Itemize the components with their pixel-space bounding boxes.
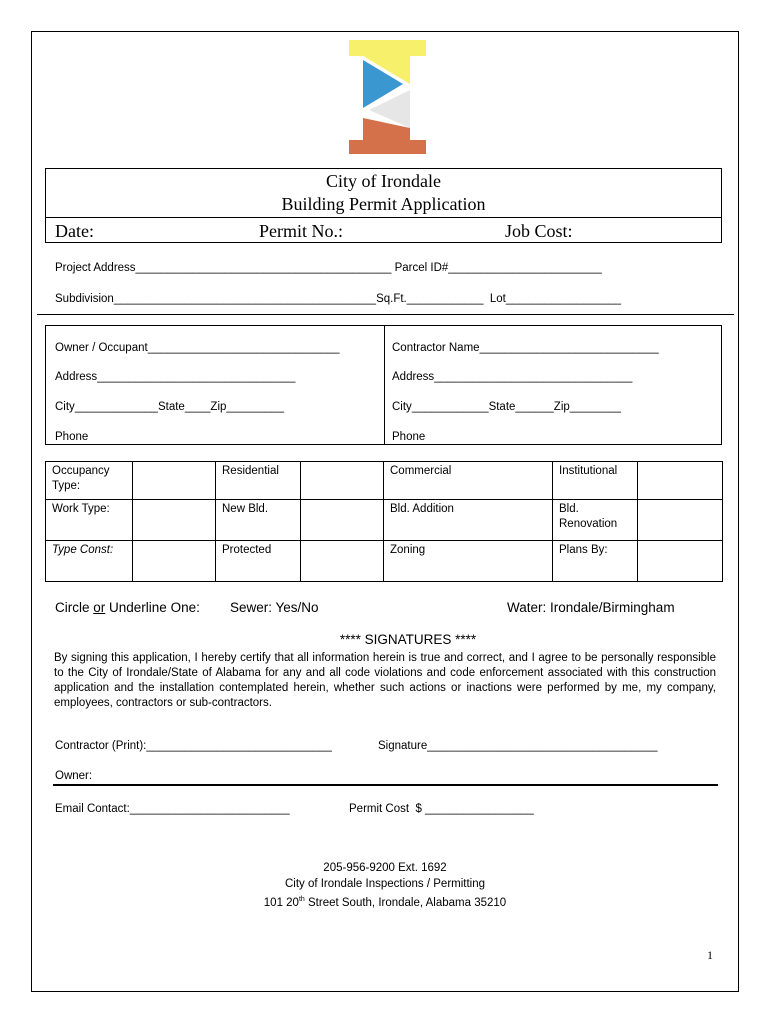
residential-label: Residential — [216, 462, 301, 500]
contractor-zip-field[interactable]: ________ — [569, 401, 621, 413]
contractor-address-field[interactable]: _______________________________ — [434, 371, 633, 383]
residential-field[interactable] — [301, 462, 384, 500]
header-divider — [45, 217, 722, 218]
contractor-address-row — [392, 371, 632, 383]
owner-signature-label: Owner: — [55, 770, 93, 782]
grid-row-work-type — [46, 500, 723, 541]
logo-orange-base — [349, 118, 426, 154]
footer-phone: 205-956-9200 Ext. 1692 — [323, 862, 447, 874]
owner-name-field[interactable]: ______________________________ — [147, 342, 340, 354]
sqft-field[interactable]: ____________ — [406, 293, 484, 305]
sewer-choice[interactable]: Sewer: Yes/No — [230, 600, 319, 615]
date-label: Date: — [55, 221, 94, 241]
permit-cost-row — [349, 803, 534, 815]
footer-address: 101 20th Street South, Irondale, Alabama 35210 — [263, 896, 507, 909]
project-address-row — [55, 262, 602, 274]
contractor-name-row — [392, 342, 659, 354]
sqft-label: Sq.Ft. — [376, 293, 407, 305]
contractor-print-row — [55, 740, 332, 752]
zoning-label: Zoning — [384, 541, 553, 582]
permit-cost-field[interactable]: _________________ — [421, 803, 534, 815]
plans-by-field[interactable] — [638, 541, 723, 582]
work-type-label: Work Type: — [46, 500, 133, 541]
lot-field-extra[interactable]: ____________ — [544, 293, 622, 305]
commercial-label: Commercial — [384, 462, 553, 500]
email-field[interactable]: _________________________ — [129, 803, 290, 815]
type-const-label: Type Const: — [46, 541, 133, 582]
contractor-name-label: Contractor Name — [392, 342, 480, 354]
owner-phone-label: Phone — [55, 431, 89, 443]
project-address-field[interactable]: ________________________________________ — [135, 262, 392, 274]
bld-addition-label: Bld. Addition — [384, 500, 553, 541]
institutional-label: Institutional — [553, 462, 638, 500]
email-label: Email Contact: — [55, 803, 130, 815]
subdivision-row — [55, 293, 621, 305]
lot-label: Lot — [489, 293, 506, 305]
contractor-state-label: State — [488, 401, 516, 413]
owner-zip-label: Zip — [210, 401, 227, 413]
owner-state-label: State — [157, 401, 185, 413]
owner-city-label: City — [55, 401, 75, 413]
project-address-label: Project Address — [55, 262, 136, 274]
new-bld-label: New Bld. — [216, 500, 301, 541]
protected-label: Protected — [216, 541, 301, 582]
contractor-state-field[interactable]: ______ — [515, 401, 554, 413]
contractor-city-field[interactable]: ____________ — [411, 401, 489, 413]
signature-field[interactable]: ____________________________________ — [427, 740, 658, 752]
contractor-city-row — [392, 401, 621, 413]
owner-name-row — [55, 342, 340, 354]
owner-address-row — [55, 371, 295, 383]
grid-row-occupancy — [46, 462, 723, 500]
signatures-heading: **** SIGNATURES **** — [339, 632, 477, 647]
owner-state-field[interactable]: ____ — [184, 401, 211, 413]
parcel-label: Parcel ID# — [394, 262, 449, 274]
circle-underline-instruction: Circle or Underline One: — [55, 600, 200, 615]
grid-row-type-const — [46, 541, 723, 582]
type-const-field[interactable] — [133, 541, 216, 582]
owner-zip-field[interactable]: _________ — [226, 401, 284, 413]
page-number: 1 — [707, 948, 713, 962]
water-choice[interactable]: Water: Irondale/Birmingham — [507, 600, 675, 615]
signature-row — [378, 740, 657, 752]
email-row — [55, 803, 290, 815]
owner-address-label: Address — [55, 371, 98, 383]
plans-by-label: Plans By: — [553, 541, 638, 582]
owner-address-field[interactable]: _______________________________ — [97, 371, 296, 383]
subdivision-field[interactable]: _________________________________________ — [113, 293, 377, 305]
occupancy-type-field[interactable] — [133, 462, 216, 500]
signature-label: Signature — [378, 740, 428, 752]
form-title: Building Permit Application — [281, 194, 486, 214]
owner-city-row — [55, 401, 284, 413]
owner-name-label: Owner / Occupant — [55, 342, 148, 354]
party-divider — [384, 325, 385, 445]
bld-renovation-field[interactable] — [638, 500, 723, 541]
contractor-name-field[interactable]: ____________________________ — [479, 342, 659, 354]
subdivision-label: Subdivision — [55, 293, 114, 305]
irondale-logo — [347, 40, 427, 156]
contractor-print-field[interactable]: _____________________________ — [146, 740, 332, 752]
city-title: City of Irondale — [326, 171, 441, 191]
contractor-phone-label: Phone — [392, 431, 426, 443]
lot-field[interactable]: ______ — [505, 293, 545, 305]
certification-text: By signing this application, I hereby certify that all information herein is true and correct, and I agree to be personally responsible to the City of Irondale/State of Alabama for any and all code violations and code enforcement associated with this construction application and the installation contemplated herein, whether such actions or inactions were performed by me, my company, employees, contractors or sub-contractors. — [54, 652, 716, 709]
protected-field[interactable] — [301, 541, 384, 582]
permit-no-label: Permit No.: — [259, 221, 343, 241]
permit-cost-label: Permit Cost $ — [349, 803, 422, 815]
or-underlined: or — [93, 600, 106, 615]
owner-city-field[interactable]: _____________ — [74, 401, 158, 413]
parcel-field[interactable]: ________________________ — [448, 262, 602, 274]
occupancy-type-label: Occupancy Type: — [46, 462, 133, 500]
contractor-city-label: City — [392, 401, 412, 413]
job-cost-label: Job Cost: — [505, 221, 573, 241]
contractor-print-label: Contractor (Print): — [55, 740, 147, 752]
new-bld-field[interactable] — [301, 500, 384, 541]
contractor-zip-label: Zip — [553, 401, 570, 413]
institutional-field[interactable] — [638, 462, 723, 500]
footer-department: City of Irondale Inspections / Permitting — [284, 878, 486, 890]
contractor-address-label: Address — [392, 371, 435, 383]
work-type-field[interactable] — [133, 500, 216, 541]
section-rule — [37, 314, 734, 315]
owner-signature-line[interactable] — [53, 784, 718, 786]
bld-renovation-label: Bld. Renovation — [553, 500, 638, 541]
occupancy-grid — [45, 461, 723, 582]
